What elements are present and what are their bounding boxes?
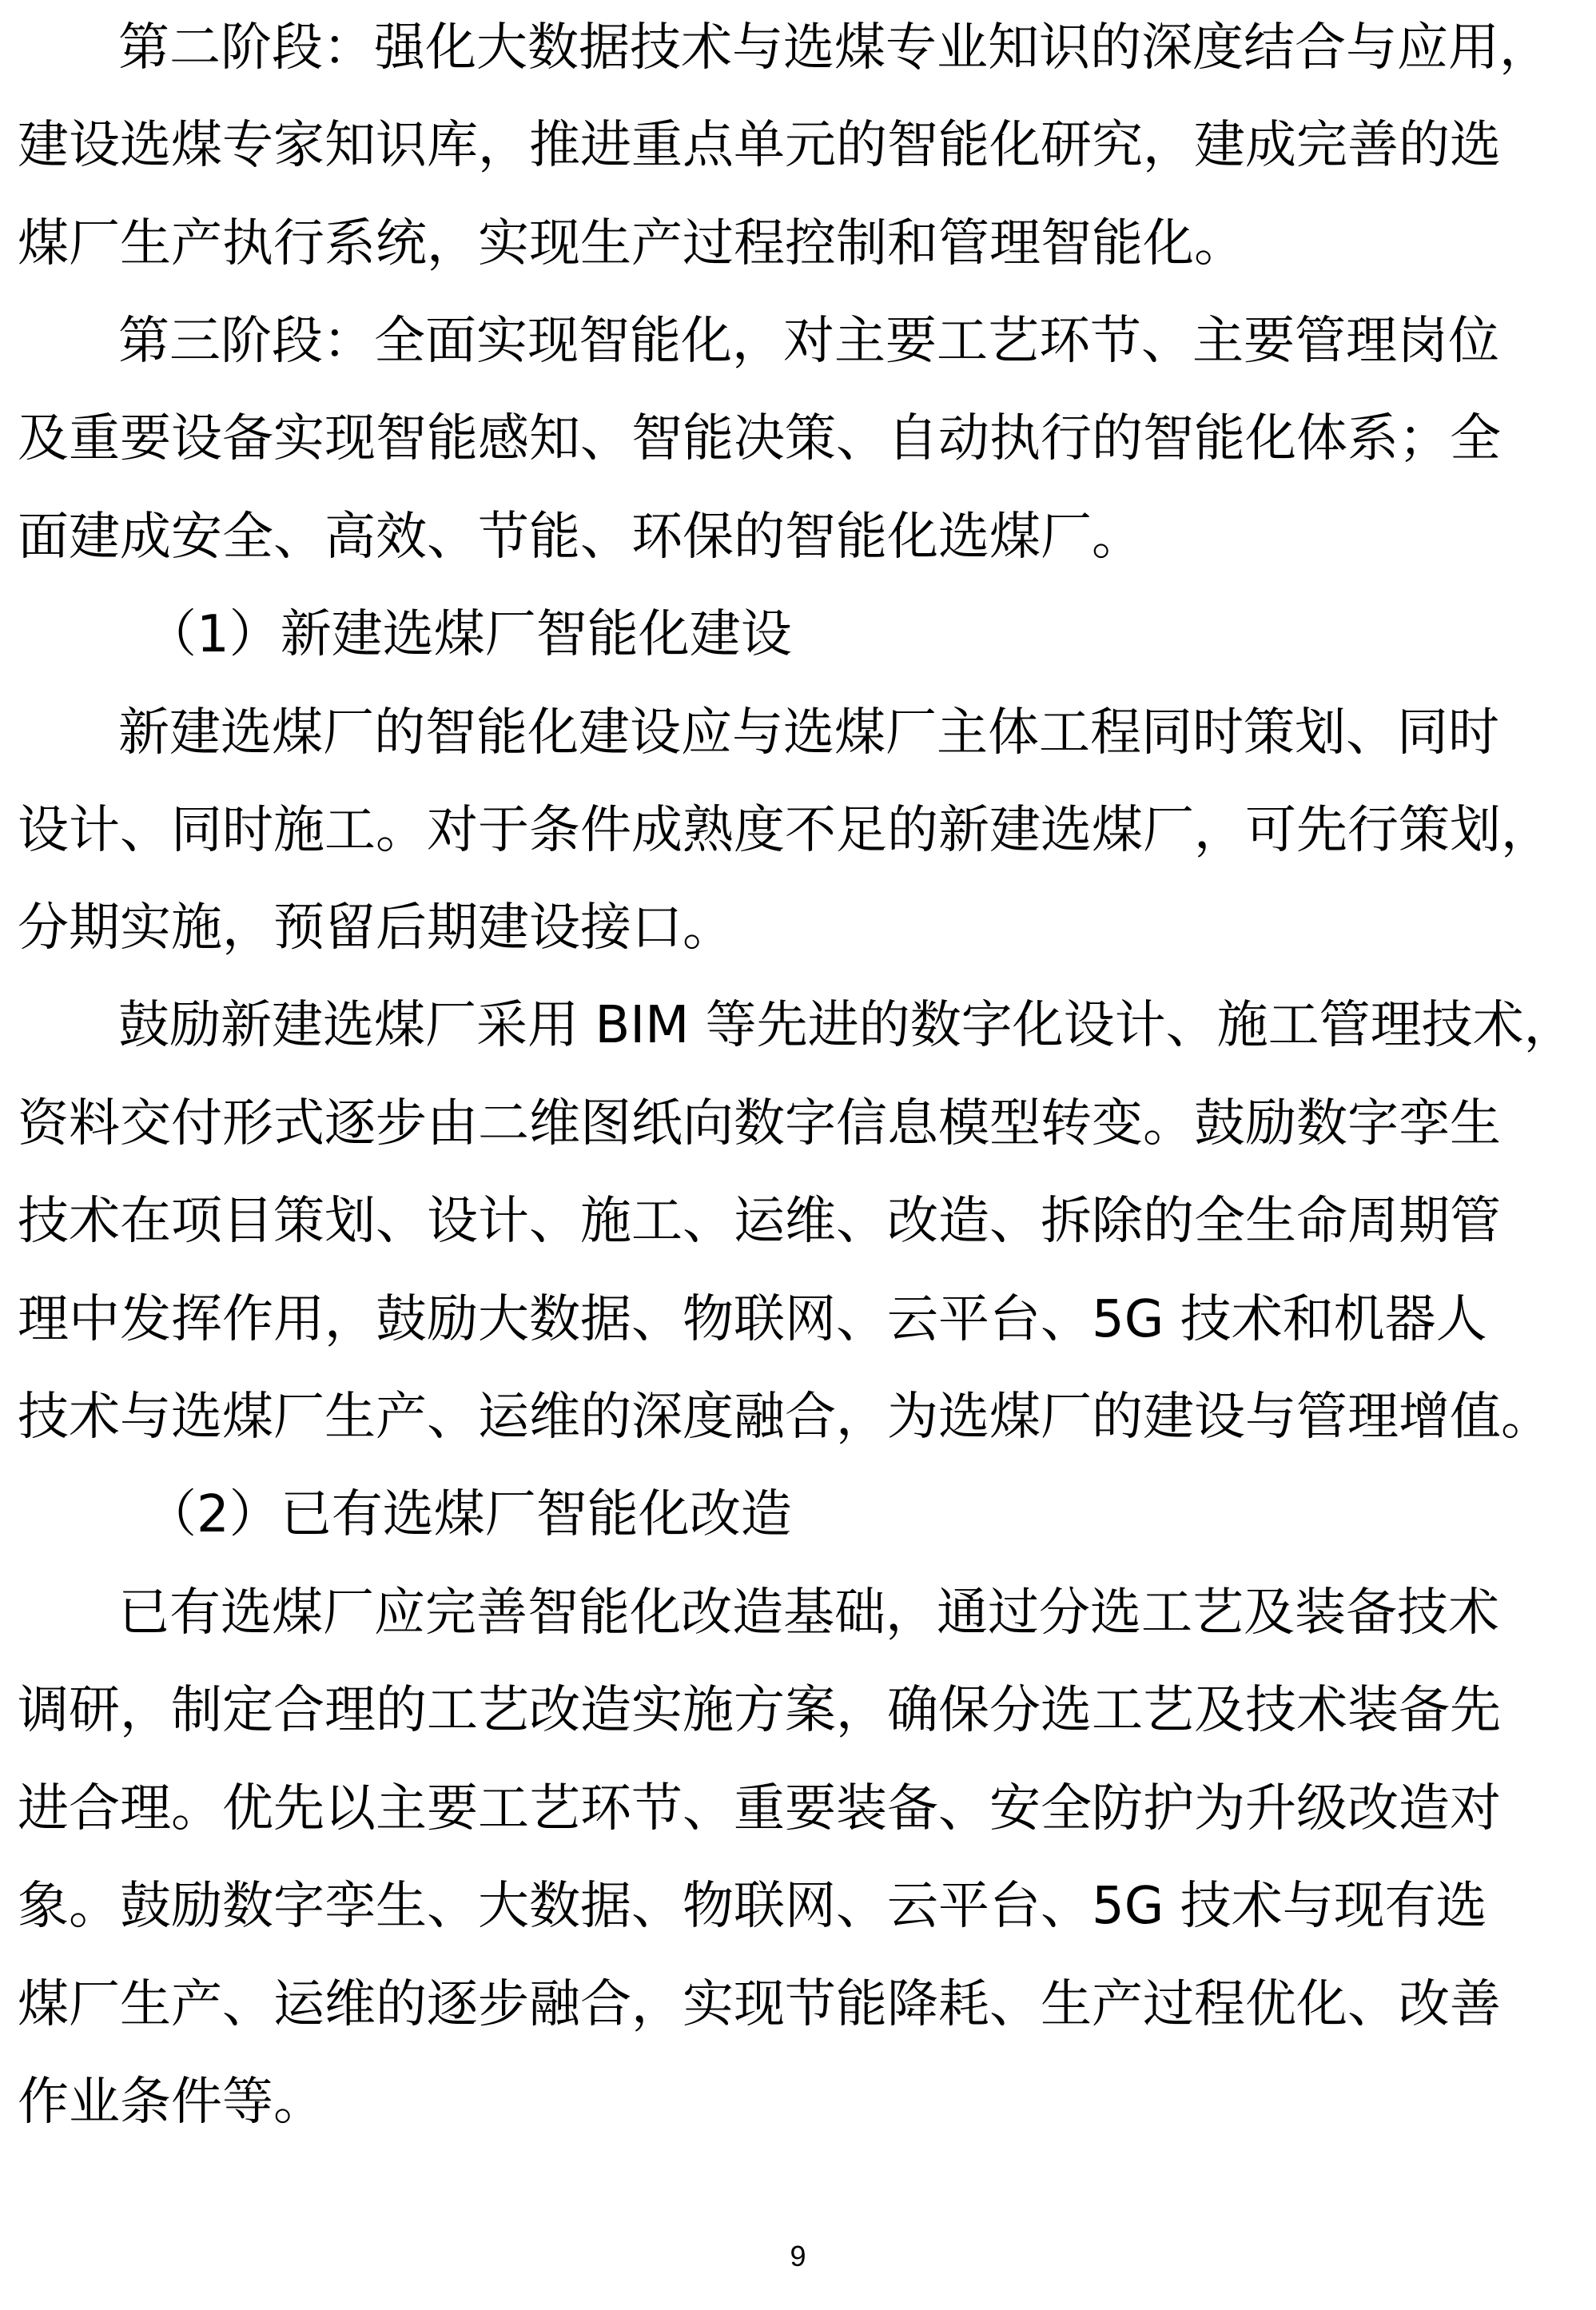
text-line: 建设选煤专家知识库，推进重点单元的智能化研究，建成完善的选	[18, 116, 1501, 175]
text-line: 新建选煤厂的智能化建设应与选煤厂主体工程同时策划、同时	[118, 703, 1499, 763]
section-heading: （1）新建选煤厂智能化建设	[145, 605, 792, 664]
text-line: 进合理。优先以主要工艺环节、重要装备、安全防护为升级改造对	[18, 1779, 1501, 1838]
text-line: 第二阶段：强化大数据技术与选煤专业知识的深度结合与应用，	[118, 18, 1550, 78]
text-line: 煤厂生产、运维的逐步融合，实现节能降耗、生产过程优化、改善	[18, 1975, 1501, 2034]
text-line: 分期实施，预留后期建设接口。	[18, 898, 734, 958]
text-line: 调研，制定合理的工艺改造实施方案，确保分选工艺及技术装备先	[18, 1681, 1501, 1740]
text-line: 技术与选煤厂生产、运维的深度融合，为选煤厂的建设与管理增值。	[18, 1388, 1552, 1447]
text-line: 技术在项目策划、设计、施工、运维、改造、拆除的全生命周期管	[18, 1192, 1501, 1251]
text-line: 面建成安全、高效、节能、环保的智能化选煤厂。	[18, 508, 1143, 567]
text-line: 资料交付形式逐步由二维图纸向数字信息模型转变。鼓励数字孪生	[18, 1094, 1501, 1153]
text-line: 理中发挥作用，鼓励大数据、物联网、云平台、5G 技术和机器人	[18, 1290, 1487, 1349]
text-line: 第三阶段：全面实现智能化，对主要工艺环节、主要管理岗位	[118, 312, 1499, 371]
text-line: 象。鼓励数字孪生、大数据、物联网、云平台、5G 技术与现有选	[18, 1877, 1487, 1936]
text-line: 煤厂生产执行系统，实现生产过程控制和管理智能化。	[18, 214, 1245, 273]
page-number: 9	[790, 2240, 806, 2272]
text-line: 设计、同时施工。对于条件成熟度不足的新建选煤厂，可先行策划，	[18, 801, 1552, 860]
text-line: 鼓励新建选煤厂采用 BIM 等先进的数字化设计、施工管理技术，	[118, 996, 1575, 1055]
text-line: 作业条件等。	[18, 2073, 324, 2132]
section-heading: （2）已有选煤厂智能化改造	[145, 1485, 792, 1544]
text-line: 已有选煤厂应完善智能化改造基础，通过分选工艺及装备技术	[118, 1583, 1499, 1643]
text-line: 及重要设备实现智能感知、智能决策、自动执行的智能化体系；全	[18, 409, 1501, 468]
